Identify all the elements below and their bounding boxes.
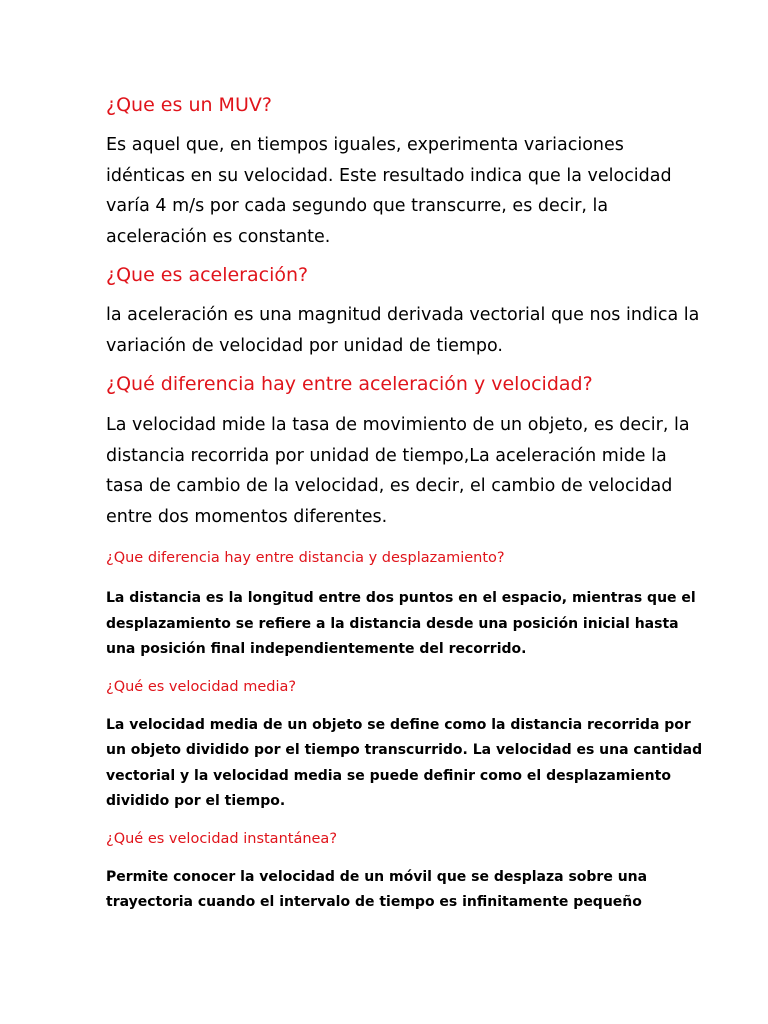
question-distancia-desplazamiento: ¿Que diferencia hay entre distancia y desplazamiento? [106,550,505,566]
question-velocidad-instantanea: ¿Qué es velocidad instantánea? [106,830,338,847]
answer-diferencia-aceleracion-velocidad: La velocidad mide la tasa de movimiento de un objeto, es decir, la distancia recorrida por unidad de tiempo,La aceleración mide la tasa de cambio de la velocidad, es decir, el cambio de velocidad entre dos momentos diferentes. [106,415,690,527]
question-aceleracion: ¿Que es aceleración? [106,264,309,286]
answer-distancia-desplazamiento: La distancia es la longitud entre dos puntos en el espacio, mientras que el desplazamiento se refiere a la distancia desde una posición inicial hasta una posición final independientemente del recorrido. [106,590,696,657]
answer-velocidad-instantanea: Permite conocer la velocidad de un móvil que se desplaza sobre una trayectoria cuando el intervalo de tiempo es infinitamente pequeño [106,868,648,910]
answer-velocidad-media: La velocidad media de un objeto se define como la distancia recorrida por un objeto dividido por el tiempo transcurrido. La velocidad es una cantidad vectorial y la velocidad media se puede definir como el desplazamiento dividido por el tiempo. [106,716,703,809]
question-velocidad-media: ¿Qué es velocidad media? [106,678,297,695]
answer-aceleracion: la aceleración es una magnitud derivada vectorial que nos indica la variación de velocidad por unidad de tiempo. [106,305,700,356]
question-muv: ¿Que es un MUV? [106,94,272,116]
answer-muv: Es aquel que, en tiempos iguales, experimenta variaciones idénticas en su velocidad. Este resultado indica que la velocidad varía 4 m/s por cada segundo que transcurre, es decir, la aceleración es constante. [106,135,672,247]
question-diferencia-aceleracion-velocidad: ¿Qué diferencia hay entre aceleración y velocidad? [106,373,593,395]
